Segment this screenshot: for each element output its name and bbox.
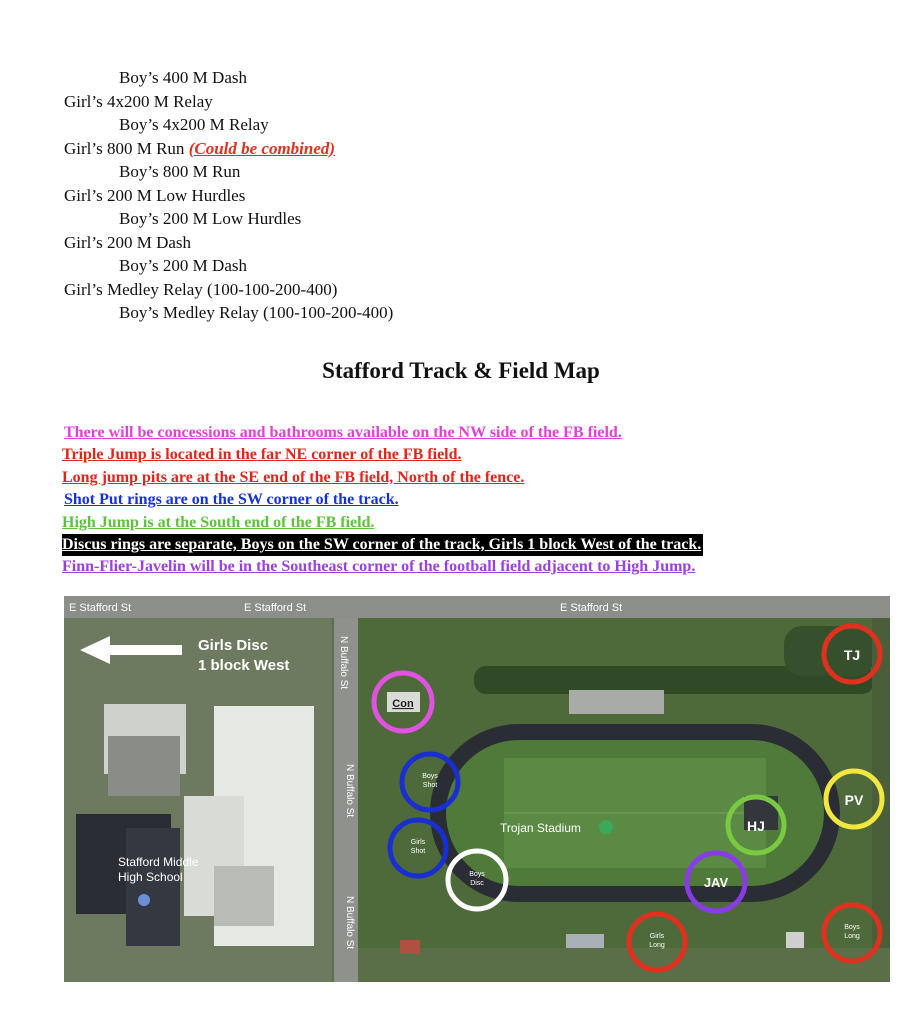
schedule-item: Girl’s 200 M Dash bbox=[64, 232, 192, 252]
aerial-map bbox=[64, 596, 890, 982]
combined-note: (Could be combined) bbox=[188, 138, 336, 158]
location-notes bbox=[62, 422, 703, 579]
note-discus: Discus rings are separate, Boys on the SW corner of the track, Girls 1 block West of the track. bbox=[62, 534, 703, 556]
stadium-pin-icon bbox=[599, 820, 613, 834]
girls-disc-label: 1 block West bbox=[198, 657, 290, 674]
svg-text:TJ: TJ bbox=[843, 647, 861, 663]
schedule-item: Boy’s Medley Relay (100-100-200-400) bbox=[119, 303, 394, 322]
schedule-item: Girl’s 4x200 M Relay bbox=[64, 91, 213, 111]
svg-text:Boys: Boys bbox=[469, 871, 485, 878]
note-high-jump: High Jump is at the South end of the FB field. bbox=[62, 513, 375, 531]
schedule-item: Boy’s 800 M Run bbox=[119, 162, 241, 181]
street-label: E Stafford St bbox=[560, 602, 623, 614]
street-label: E Stafford St bbox=[244, 602, 307, 614]
schedule-item: Girl’s 800 M Run (Could be combined) bbox=[64, 138, 336, 158]
svg-text:Con: Con bbox=[392, 698, 414, 710]
location-pin-icon bbox=[138, 894, 150, 906]
schedule-item: Boy’s 200 M Dash bbox=[119, 256, 247, 275]
svg-text:HJ: HJ bbox=[747, 818, 765, 834]
girls-disc-label: Girls Disc bbox=[198, 637, 269, 654]
svg-text:PV: PV bbox=[844, 792, 864, 808]
school-label: Stafford Middle bbox=[118, 855, 199, 869]
schedule-item: Girl’s Medley Relay (100-100-200-400) bbox=[64, 279, 338, 299]
street-label: N Buffalo St bbox=[338, 636, 349, 690]
event-schedule bbox=[64, 66, 393, 325]
stadium-label: Trojan Stadium bbox=[500, 821, 581, 835]
schedule-item: Boy’s 400 M Dash bbox=[119, 68, 247, 87]
svg-text:Long: Long bbox=[844, 933, 860, 940]
note-long-jump: Long jump pits are at the SE end of the FB field, North of the fence. bbox=[62, 468, 525, 486]
svg-text:Disc: Disc bbox=[470, 880, 484, 887]
svg-text:Shot: Shot bbox=[422, 782, 438, 789]
svg-text:Girls: Girls bbox=[410, 839, 426, 846]
svg-text:JAV: JAV bbox=[703, 875, 729, 890]
note-shot-put: Shot Put rings are on the SW corner of the track. bbox=[64, 491, 399, 509]
street-label: E Stafford St bbox=[69, 602, 132, 614]
note-triple-jump: Triple Jump is located in the far NE corner of the FB field. bbox=[62, 446, 462, 464]
note-concessions: There will be concessions and bathrooms available on the NW side of the FB field. bbox=[64, 424, 622, 441]
street-label: N Buffalo St bbox=[344, 764, 355, 818]
svg-text:Shot: Shot bbox=[410, 848, 426, 855]
schedule-item: Boy’s 4x200 M Relay bbox=[119, 115, 269, 134]
svg-text:Long: Long bbox=[649, 942, 665, 949]
svg-text:Girls: Girls bbox=[649, 933, 665, 940]
schedule-item: Boy’s 200 M Low Hurdles bbox=[119, 209, 302, 228]
schedule-item: Girl’s 200 M Low Hurdles bbox=[64, 185, 246, 205]
note-javelin: Finn-Flier-Javelin will be in the Southeast corner of the football field adjacent to High Jump. bbox=[62, 558, 696, 576]
school-label: High School bbox=[118, 870, 183, 884]
street-label: N Buffalo St bbox=[344, 896, 355, 950]
map-title: Stafford Track & Field Map bbox=[322, 358, 600, 383]
svg-text:Boys: Boys bbox=[844, 924, 860, 931]
svg-text:Boys: Boys bbox=[422, 773, 438, 780]
